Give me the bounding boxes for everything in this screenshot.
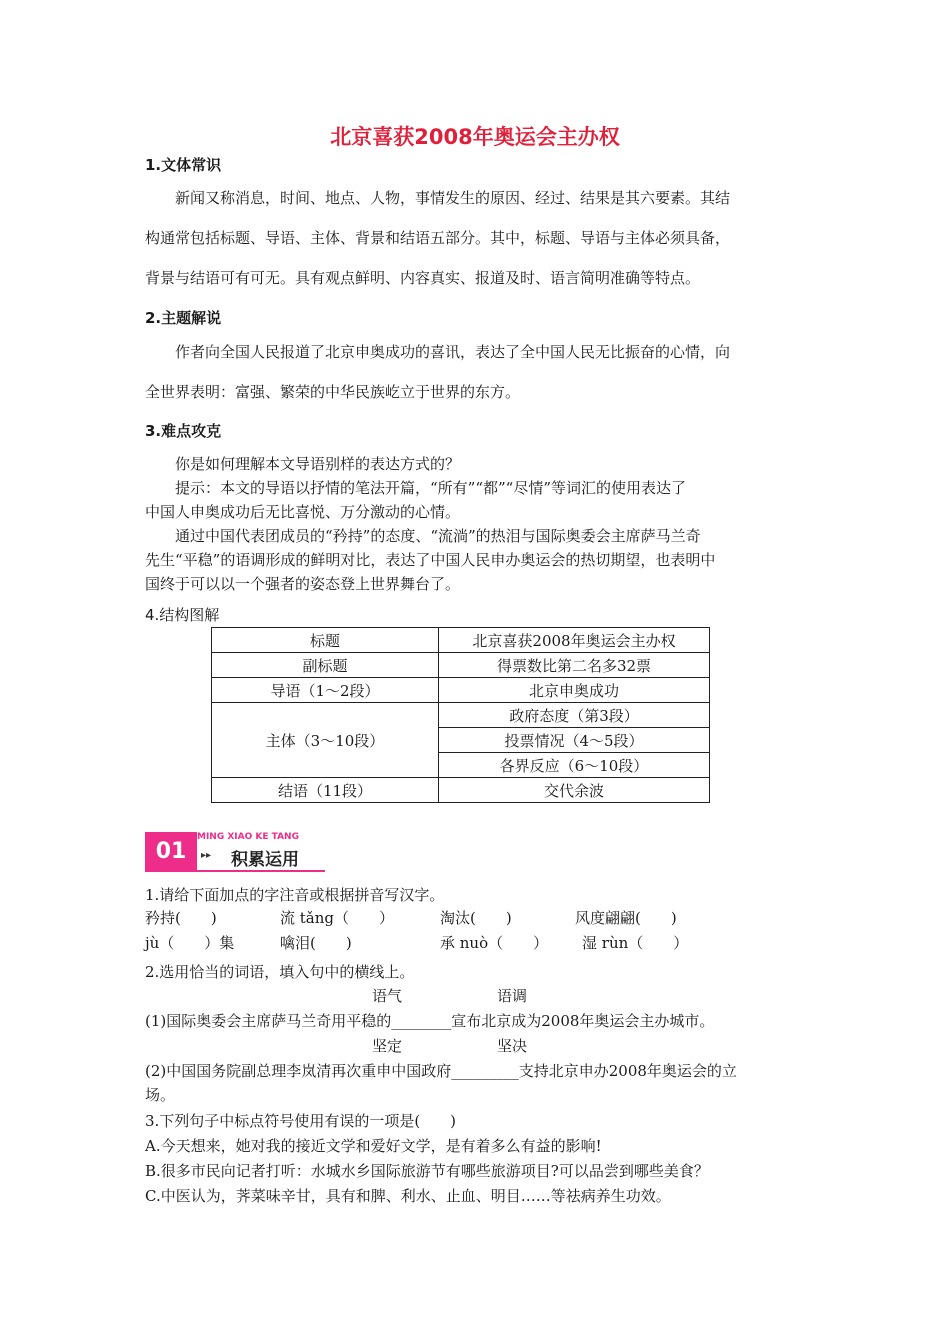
exercise-question-3: 3.下列句子中标点符号使用有误的一项是( ): [145, 1112, 457, 1130]
answer-option: C.中医认为，荠菜味辛甘，具有和脾、利水、止血、明目……等祛病养生功效。: [145, 1187, 671, 1205]
table-cell: 结语（11段）: [212, 778, 439, 803]
table-cell: 得票数比第二名多32票: [439, 653, 710, 678]
fill-sentence: (1)国际奥委会主席萨马兰奇用平稳的________宣布北京成为2008年奥运会主办城市。: [145, 1012, 715, 1030]
exercise-item: jù（ ）集: [145, 934, 235, 952]
table-row: [212, 653, 710, 678]
document-title: 北京喜获2008年奥运会主办权: [330, 125, 620, 149]
exercise-item: 噙泪( ): [280, 934, 352, 952]
exercise-item: 湿 rùn（ ）: [582, 934, 689, 952]
badge-underline: [197, 870, 325, 872]
word-option: 语气: [372, 987, 403, 1005]
table-row: [212, 628, 710, 653]
exercise-question-1: 1.请给下面加点的字注音或根据拼音写汉字。: [145, 886, 445, 904]
structure-table: [211, 627, 710, 803]
exercise-item: 风度翩翩( ): [575, 909, 677, 927]
exercise-item: 承 nuò（ ）: [440, 934, 549, 952]
word-option: 坚决: [497, 1037, 528, 1055]
badge-caption: MING XIAO KE TANG: [197, 832, 299, 842]
exercise-item: 流 tǎng（ ）: [280, 909, 395, 927]
contrast-line: 国终于可以以一个强者的姿态登上世界舞台了。: [145, 575, 461, 593]
question-line: 你是如何理解本文导语别样的表达方式的？: [175, 455, 461, 473]
section-heading-genre: 1.文体常识: [145, 156, 222, 174]
fill-sentence: (2)中国国务院副总理李岚清再次重申中国政府_________支持北京申办2008年奥运会的立: [145, 1062, 737, 1080]
table-cell: 交代余波: [439, 778, 710, 803]
paragraph-line: 作者向全国人民报道了北京申奥成功的喜讯，表达了全中国人民无比振奋的心情，向: [175, 343, 731, 361]
genre-paragraph: [145, 178, 813, 298]
exercise-question-2: 2.选用恰当的词语，填入句中的横线上。: [145, 963, 415, 981]
word-option: 坚定: [372, 1037, 403, 1055]
table-cell: 标题: [212, 628, 439, 653]
section-heading-difficulty: 3.难点攻克: [145, 422, 222, 440]
theme-paragraph: [145, 332, 813, 412]
table-cell: 北京申奥成功: [439, 678, 710, 703]
hint-line: 中国人申奥成功后无比喜悦、万分激动的心情。: [145, 503, 461, 521]
answer-option: B.很多市民向记者打听：水城水乡国际旅游节有哪些旅游项目?可以品尝到哪些美食？: [145, 1162, 709, 1180]
section-heading-theme: 2.主题解说: [145, 309, 222, 327]
exercise-item: 矜持( ): [145, 909, 217, 927]
table-cell: 主体（3～10段）: [212, 703, 439, 778]
table-cell: 政府态度（第3段）: [439, 703, 710, 728]
word-option: 语调: [497, 987, 528, 1005]
table-cell: 副标题: [212, 653, 439, 678]
badge-number: 01: [145, 832, 197, 872]
paragraph-line: 构通常包括标题、导语、主体、背景和结语五部分。其中，标题、导语与主体必须具备，: [145, 229, 731, 247]
paragraph-line: 背景与结语可有可无。具有观点鲜明、内容真实、报道及时、语言简明准确等特点。: [145, 269, 701, 287]
table-cell: 北京喜获2008年奥运会主办权: [439, 628, 710, 653]
table-cell: 投票情况（4～5段）: [439, 728, 710, 753]
difficulty-paragraph: [145, 452, 813, 596]
table-row: [212, 678, 710, 703]
table-cell: 各界反应（6～10段）: [439, 753, 710, 778]
paragraph-line: 新闻又称消息，时间、地点、人物，事情发生的原因、经过、结果是其六要素。其结: [175, 189, 731, 207]
paragraph-line: 全世界表明：富强、繁荣的中华民族屹立于世界的东方。: [145, 383, 521, 401]
table-cell: 导语（1～2段）: [212, 678, 439, 703]
section-badge: [145, 832, 325, 876]
badge-title: 积累运用: [231, 850, 299, 870]
section-heading-structure: 4.结构图解: [145, 606, 220, 624]
contrast-line: 通过中国代表团成员的“矜持”的态度、“流淌”的热泪与国际奥委会主席萨马兰奇: [175, 527, 701, 545]
hint-line: 提示：本文的导语以抒情的笔法开篇，“所有”“都”“尽情”等词汇的使用表达了: [175, 479, 687, 497]
answer-option: A.今天想来，她对我的接近文学和爱好文学，是有着多么有益的影响!: [145, 1137, 602, 1155]
exercise-item: 淘汰( ): [440, 909, 512, 927]
double-arrow-icon: ▸▸: [201, 850, 212, 861]
contrast-line: 先生“平稳”的语调形成的鲜明对比，表达了中国人民申办奥运会的热切期望，也表明中: [145, 551, 716, 569]
table-row: [212, 703, 710, 728]
fill-sentence: 场。: [145, 1086, 176, 1104]
table-row: [212, 778, 710, 803]
